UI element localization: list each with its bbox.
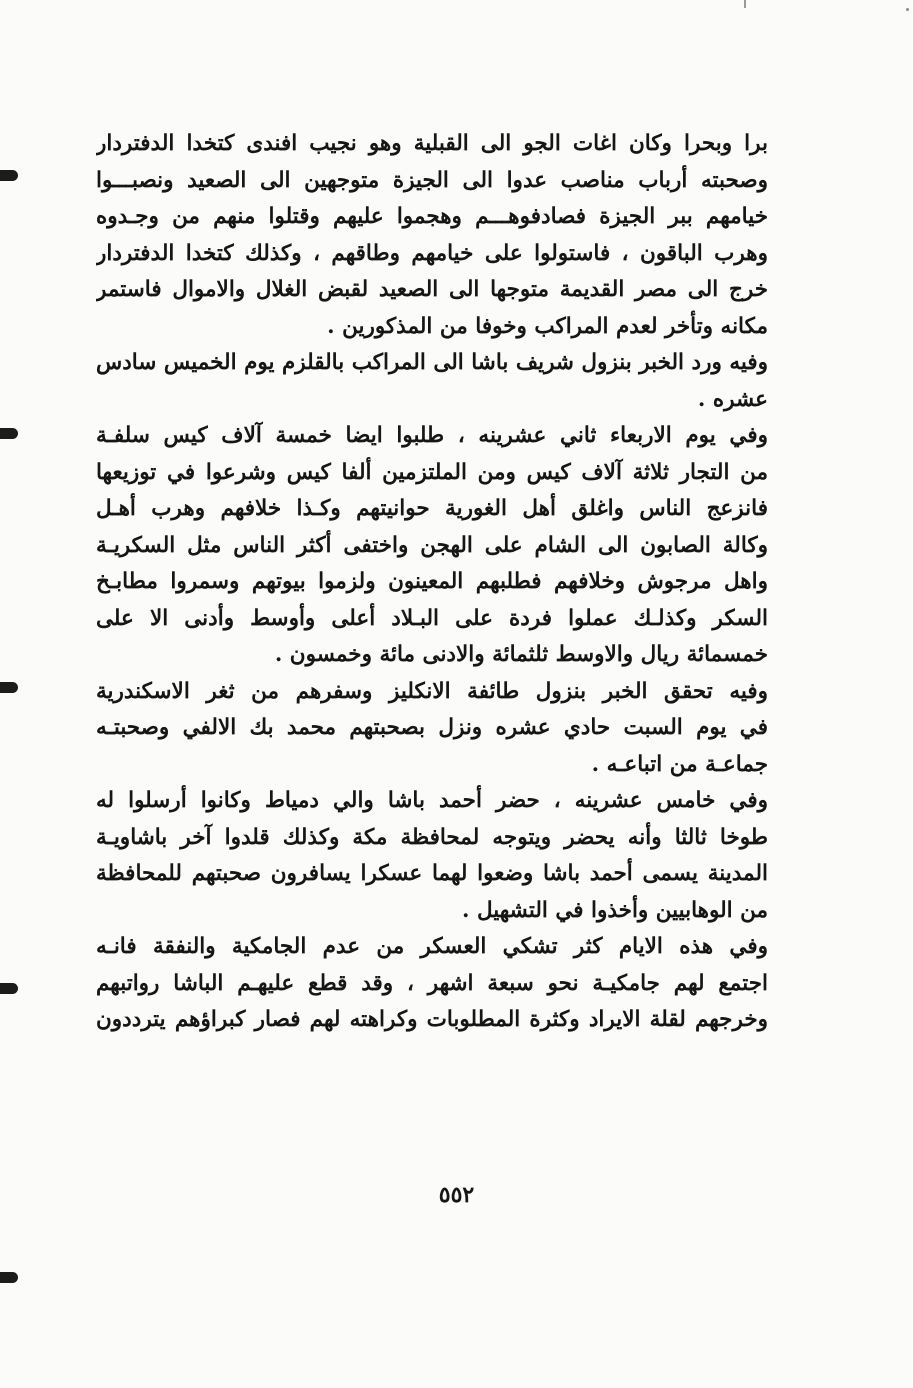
text-line: جماعـة من اتباعـه .	[591, 751, 768, 777]
text-line: في يوم السبت حادي عشره ونزل بصحبتهم محمد بك الالفي وصحبتـه	[96, 715, 768, 740]
text-line: وفي يوم الاربعاء ثاني عشرينه ، طلبوا ايضا خمسة آلاف كيس سلفـة	[96, 423, 768, 448]
text-line: خرج الى مصر القديمة متوجها الى الصعيد لقبض الغلال والاموال فاستمر	[96, 277, 768, 302]
binding-mark	[0, 983, 18, 994]
text-line: خمسمائة ريال والاوسط ثلثمائة والادنى مائة وخمسون .	[274, 642, 768, 667]
text-line: وفي خامس عشرينه ، حضر أحمد باشا والي دمياط وكانوا أرسلوا له	[96, 788, 768, 813]
text-line: وهرب الباقون ، فاستولوا على خيامهم وطاقهم ، وكذلك كتخدا الدفتردار	[96, 240, 768, 266]
paragraph	[96, 783, 768, 929]
paragraph	[96, 929, 768, 1039]
body-text	[96, 126, 768, 1039]
page-number: ٥٥٢	[438, 1182, 475, 1208]
text-line: برا وبحرا وكان اغات الجو الى القبلية وهو نجيب افندى كتخدا الدفتردار	[96, 131, 768, 156]
text-line: وكالة الصابون الى الشام على الهجن واختفى أكثر الناس مثل السكريـة	[96, 532, 768, 558]
binding-mark	[0, 682, 18, 693]
text-line: عشره .	[697, 386, 768, 412]
text-line: خيامهم ببر الجيزة فصادفوهـــم وهجموا عليهم وقتلوا منهم من وجـدوه	[96, 204, 768, 229]
text-line: السكر وكذلـك عملوا فردة على البـلاد أعلى وأوسط وأدنى الا على	[96, 605, 768, 631]
text-line: واهل مرجوش وخلافهم فطلبهم المعينون ولزموا بيوتهم وسمروا مطابـخ	[96, 569, 768, 594]
text-line: وفيه ورد الخبر بنزول شريف باشا الى المراكب بالقلزم يوم الخميس سادس	[96, 350, 768, 375]
text-line: اجتمع لهم جامكيـة نحو سبعة اشهر ، وقد قطع عليهـم الباشا رواتبهم	[96, 970, 768, 996]
text-line: من الوهابيين وأخذوا في التشهيل .	[462, 897, 768, 923]
binding-mark	[0, 170, 18, 181]
paragraph	[96, 418, 768, 674]
text-line: وخرجهم لقلة الايراد وكثرة المطلوبات وكراهته لهم فصار كبراؤهم يترددون	[96, 1007, 768, 1032]
text-line: وفي هذه الايام كثر تشكي العسكر من عدم الجامكية والنفقة فانـه	[96, 934, 768, 959]
text-line: وفيه تحقق الخبر بنزول طائفة الانكليز وسفرهم من ثغر الاسكندرية	[96, 678, 768, 704]
text-line: فانزعج الناس واغلق أهل الغورية حوانيتهم وكـذا خلافهم وهرب أهـل	[96, 496, 768, 521]
scan-speck	[906, 8, 909, 11]
text-line: وصحبته أرباب مناصب عدوا الى الجيزة متوجهين الى الصعيد ونصبـــوا	[96, 167, 768, 193]
text-line: طوخا ثالثا وأنه يحضر ويتوجه لمحافظة مكة وكذلك قلدوا آخر باشاويـة	[96, 824, 768, 850]
text-line: مكانه وتأخر لعدم المراكب وخوفا من المذكورين .	[327, 313, 768, 339]
binding-mark	[0, 428, 18, 439]
binding-mark	[0, 1272, 18, 1283]
text-line: المدينة يسمى أحمد باشا وضعوا لهما عسكرا يسافرون صحبتهم للمحافظة	[96, 861, 768, 886]
paragraph	[96, 345, 768, 418]
text-line: من التجار ثلاثة آلاف كيس ومن الملتزمين ألفا كيس وشرعوا في توزيعها	[96, 459, 768, 485]
paragraph	[96, 126, 768, 345]
paragraph	[96, 674, 768, 784]
scan-mark	[744, 0, 746, 8]
